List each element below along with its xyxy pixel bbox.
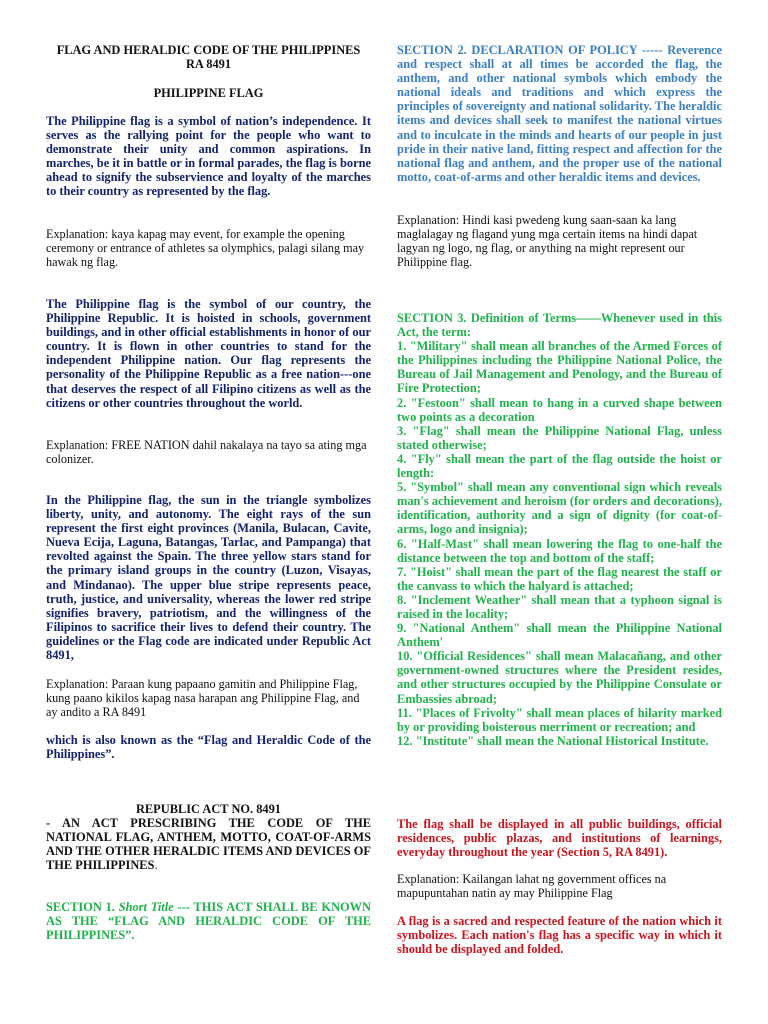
- definition-item: 3. "Flag" shall mean the Philippine National Flag, unless stated otherwise;: [397, 423, 722, 452]
- explanation-flag-display: Explanation: Kailangan lahat ng government offices na mapupuntahan natin ay may Philippine Flag: [397, 872, 667, 901]
- explanation-2: Explanation: FREE NATION dahil nakalaya na tayo sa ating mga colonizer.: [46, 438, 367, 467]
- flag-sacred-feature: A flag is a sacred and respected feature of the nation which it symbolizes. Each nation's flag has a specific way in which it should be displayed and folded.: [397, 914, 722, 957]
- definition-item: 11. "Places of Frivolty" shall mean places of hilarity marked by or providing boisterous merriment or recreation; and: [397, 705, 722, 734]
- title-line-1: FLAG AND HERALDIC CODE OF THE PHILIPPINES: [56, 43, 361, 57]
- definition-item: 12. "Institute" shall mean the National Historical Institute.: [397, 733, 709, 748]
- title-line-2: RA 8491: [185, 57, 232, 72]
- explanation-1: Explanation: kaya kapag may event, for example the opening ceremony or entrance of athletes sa olymphics, palagi silang may hawak ng flag.: [46, 227, 365, 270]
- section-2-declaration: SECTION 2. DECLARATION OF POLICY ----- Reverence and respect shall at all times be accorded the flag, the anthem, and other national symbols which embody the national ideals and traditions and which express the principles of sovereignty and national solidarity. The heraldic items and devices shall seek to manifest the national virtues and to inculcate in the minds and hearts of our people in just pride in their native land, fitting respect and affection for the national flag and anthem, and the proper use of the national motto, coat-of-arms and other heraldic items and devices.: [397, 43, 722, 184]
- section-3-intro: SECTION 3. Definition of Terms——Whenever used in this Act, the term:: [397, 311, 722, 340]
- definition-item: 9. "National Anthem" shall mean the Philippine National Anthem': [397, 621, 722, 650]
- definition-item: 1. "Military" shall mean all branches of the Armed Forces of the Philippines including the Philippine National Police, the Bureau of Jail Management and Penology, and the Bureau of Fire Protection;: [397, 339, 722, 396]
- definition-item: 6. "Half-Mast" shall mean lowering the flag to one-half the distance between the top and bottom of the staff;: [397, 536, 722, 565]
- explanation-section-2: Explanation: Hindi kasi pwedeng kung saan-saan ka lang maglalagay ng flagand yung mga certain items na hindi dapat lagyan ng logo, ng flag, or anything na might represent our Philippine flag.: [397, 213, 698, 270]
- section-1-label: SECTION 1.: [46, 900, 115, 914]
- republic-act-description: [46, 816, 371, 872]
- section-1-short: Short Title: [118, 900, 174, 914]
- paragraph-flag-meaning: In the Philippine flag, the sun in the triangle symbolizes liberty, unity, and autonomy. The eight rays of the sun represent the first eight provinces (Manila, Bulacan, Cavite, Nueva Ecija, Laguna, Batangas, Tarlac, and Pampanga) that revolted against the Spain. The three yellow stars stand for the primary island groups in the country (Luzon, Visayas, and Mindanao). The upper blue stripe represents peace, truth, justice, and universality, whereas the lower red stripe signifies bravery, patriotism, and the willingness of the Filipinos to sacrifice their lives to defend their country. The guidelines or the Flag code are indicated under Republic Act 8491,: [46, 493, 371, 663]
- republic-act-period: .: [154, 858, 158, 873]
- definition-item: 5. "Symbol" shall mean any conventional sign which reveals man's achievement and heroism (for orders and decorations), identification, authority and a sign of dignity (for coat-of-arms, logo and insignia);: [397, 480, 722, 537]
- definition-item: 8. "Inclement Weather" shall mean that a typhoon signal is raised in the locality;: [397, 592, 722, 621]
- section-1-text: --- THIS ACT SHALL BE KNOWN AS THE “FLAG AND HERALDIC CODE OF THE PHILIPPINES”.: [46, 900, 371, 943]
- document-title: [46, 43, 371, 71]
- definition-item: 10. "Official Residences" shall mean Malacañang, and other government-owned structures where the President resides, and other structures occupied by the Philippine Consulate or Embassies abroad;: [397, 649, 722, 706]
- definition-item: 7. "Hoist" shall mean the part of the flag nearest the staff or the canvass to which the halyard is attached;: [397, 564, 722, 593]
- paragraph-also-known: which is also known as the “Flag and Heraldic Code of the Philippines”.: [46, 733, 371, 762]
- definition-item: 2. "Festoon" shall mean to hang in a curved shape between two points as a decoration: [397, 395, 722, 424]
- paragraph-flag-symbol: The Philippine flag is the symbol of our country, the Philippine Republic. It is hoisted in schools, government buildings, and in other official establishments in honor of our country. It is flown in other countries to stand for the independent Philippine nation. Our flag represents the personality of the Philippine Republic as a free nation---one that deserves the respect of all Filipino citizens as well as the citizens or other countries throughout the world.: [46, 297, 371, 410]
- republic-act-text: - AN ACT PRESCRIBING THE CODE OF THE NATIONAL FLAG, ANTHEM, MOTTO, COAT-OF-ARMS AND THE OTHER HERALDIC ITEMS AND DEVICES OF THE PHILIPPINES: [46, 816, 371, 873]
- flag-display-rule: The flag shall be displayed in all public buildings, official residences, public plazas, and institutions of learnings, everyday throughout the year (Section 5, RA 8491).: [397, 817, 722, 860]
- republic-act-heading: REPUBLIC ACT NO. 8491: [135, 802, 282, 816]
- explanation-3: Explanation: Paraan kung papaano gamitin and Philippine Flag, kung paano kikilos kapag nasa harapan ang Philippine Flag, and ay andito a RA 8491: [46, 677, 360, 720]
- definition-item: 4. "Fly" shall mean the part of the flag outside the hoist or length:: [397, 451, 722, 481]
- paragraph-flag-independence: The Philippine flag is a symbol of nation’s independence. It serves as the rallying point for the people who want to demonstrate their unity and common aspirations. In marches, be it in battle or in formal parades, the flag is borne ahead to signify the subservience and loyalty of the marches to their country as represented by the flag.: [46, 114, 371, 199]
- section-3-definitions: [397, 311, 722, 748]
- section-1-short-title: [46, 900, 371, 942]
- section-subtitle: PHILIPPINE FLAG: [153, 86, 264, 100]
